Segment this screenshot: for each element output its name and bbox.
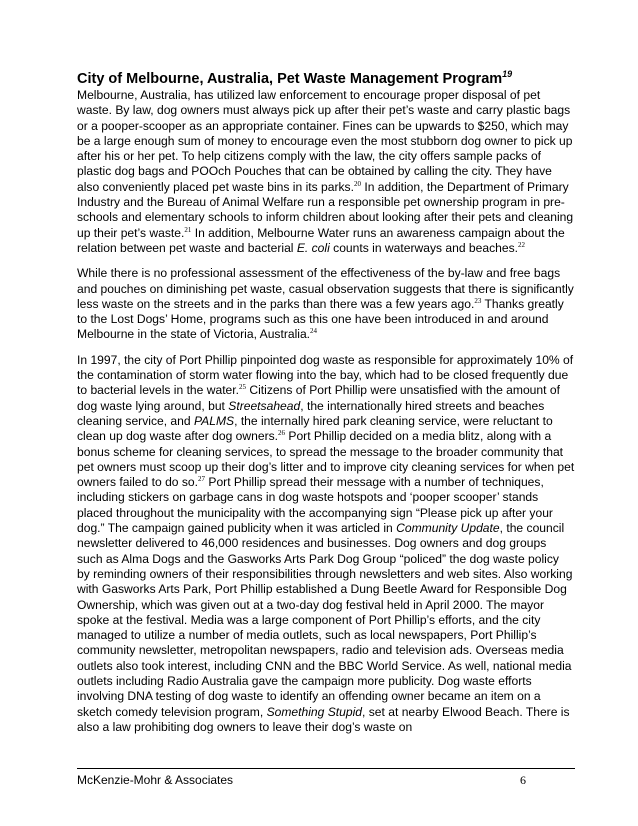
paragraph-text: , the internally hired park cleaning service, were reluctant to clean up dog waste after dog owners.	[77, 413, 553, 444]
footnote-marker: 23	[474, 296, 482, 305]
italic-text: Streetsahead	[228, 398, 301, 413]
paragraph-port-phillip	[77, 353, 575, 735]
paragraph-text: In 1997, the city of Port Phillip pinpointed dog waste as responsible for approximately 10% of the contamination of storm water flowing into the bay, which had to be closed frequently due to bacterial levels in the water.	[77, 352, 574, 398]
section-title-text: City of Melbourne, Australia, Pet Waste Management Program	[77, 71, 503, 87]
italic-text: PALMS	[193, 413, 235, 428]
paragraph-text: Port Phillip decided on a media blitz, along with a bonus scheme for cleaning services, to spread the message to the broader community that pet owners must scoop up their dog’s litter and to improve city cleaning services for when pet owners failed to do so.	[77, 429, 575, 490]
page-number: 6	[520, 773, 526, 787]
paragraph-melbourne-law	[77, 88, 575, 256]
document-page	[77, 70, 575, 745]
paragraph-text: Melbourne, Australia, has utilized law enforcement to encourage proper disposal of pet waste. By law, dog owners must always pick up after their pet’s waste and carry plastic bags or a pooper-scooper as an appropriate container. Fines can be upwards to $250, which may be a large enough sum of money to encourage even the most stubborn dog owner to pick up after his or her pet. To help citizens comply with the law, the city offers sample packs of plastic dog bags and POOch Pouches that can be obtained by calling the city. They have also conveniently placed pet waste bins in its parks.	[77, 88, 573, 194]
footer-divider	[77, 768, 575, 769]
footnote-marker: 21	[184, 225, 192, 234]
italic-text: Community Update	[396, 521, 500, 536]
paragraph-text: , the council newsletter delivered to 46,000 residences and businesses. Dog owners and dog groups such as Alma Dogs and the Gasworks Arts Park Dog Group “policed” the dog waste policy by reminding owners of their responsibilities through newsletters and web sites. Also working with Gasworks Arts Park, Port Phillip established a Dung Beetle Award for Responsible Dog Ownership, which was given out at a two-day dog festival held in April 2000. The mayor spoke at the festival. Media was a large component of Port Phillip’s efforts, and the city managed to utilize a number of media outlets, such as local newspapers, Port Phillip’s community newsletter, metropolitan newspapers, radio and television ads. Overseas media outlets also took interest, including CNN and the BBC World Service. As well, national media outlets including Radio Australia gave the campaign more publicity. Dog waste efforts involving DNA testing of dog waste to identify an offending owner became an item on a sketch comedy television program,	[77, 521, 573, 719]
paragraph-text: Port Phillip spread their message with a number of techniques, including stickers on garbage cans in dog waste hotspots and ‘pooper scooper’ stands placed throughout the municipality with the accompanying sign “Please pick up after your dog.” The campaign gained publicity when it was articled in	[77, 475, 553, 536]
italic-text: E. coli	[296, 240, 330, 255]
footer-author: McKenzie-Mohr & Associates	[77, 773, 234, 787]
section-title	[77, 70, 575, 88]
paragraph-text: Citizens of Port Phillip were unsatisfied with the amount of dog waste lying around, but	[77, 383, 560, 413]
footnote-marker: 26	[278, 429, 286, 438]
footnote-marker: 24	[310, 327, 318, 336]
paragraph-text: , set at nearby Elwood Beach. There is also a law prohibiting dog owners to leave their dog’s waste on	[77, 704, 570, 734]
footnote-marker: 20	[353, 179, 361, 188]
footnote-marker: 27	[198, 475, 206, 484]
paragraph-text: In addition, Melbourne Water runs an awareness campaign about the relation between pet waste and bacterial	[77, 225, 565, 255]
italic-text: Something Stupid	[266, 704, 363, 719]
footnote-marker: 22	[518, 240, 526, 249]
paragraph-text: counts in waterways and beaches.	[329, 240, 519, 255]
paragraph-text: In addition, the Department of Primary Industry and the Bureau of Animal Welfare run a responsible pet ownership program in pre-schools and elementary schools to inform children about looking after their pets and cleaning up their pet’s waste.	[77, 179, 574, 240]
paragraph-text: Thanks greatly to the Lost Dogs’ Home, programs such as this one have been introduced in and around Melbourne in the state of Victoria, Australia.	[77, 296, 564, 342]
paragraph-text: While there is no professional assessment of the effectiveness of the by-law and free bags and pouches on diminishing pet waste, casual observation suggests that there is significantly less waste on the streets and in the parks than there was a few years ago.	[77, 266, 574, 311]
title-footnote-marker: 19	[502, 69, 513, 79]
footnote-marker: 25	[239, 383, 247, 392]
paragraph-effectiveness	[77, 266, 575, 342]
paragraph-text: , the internationally hired streets and beaches cleaning service, and	[77, 398, 545, 428]
